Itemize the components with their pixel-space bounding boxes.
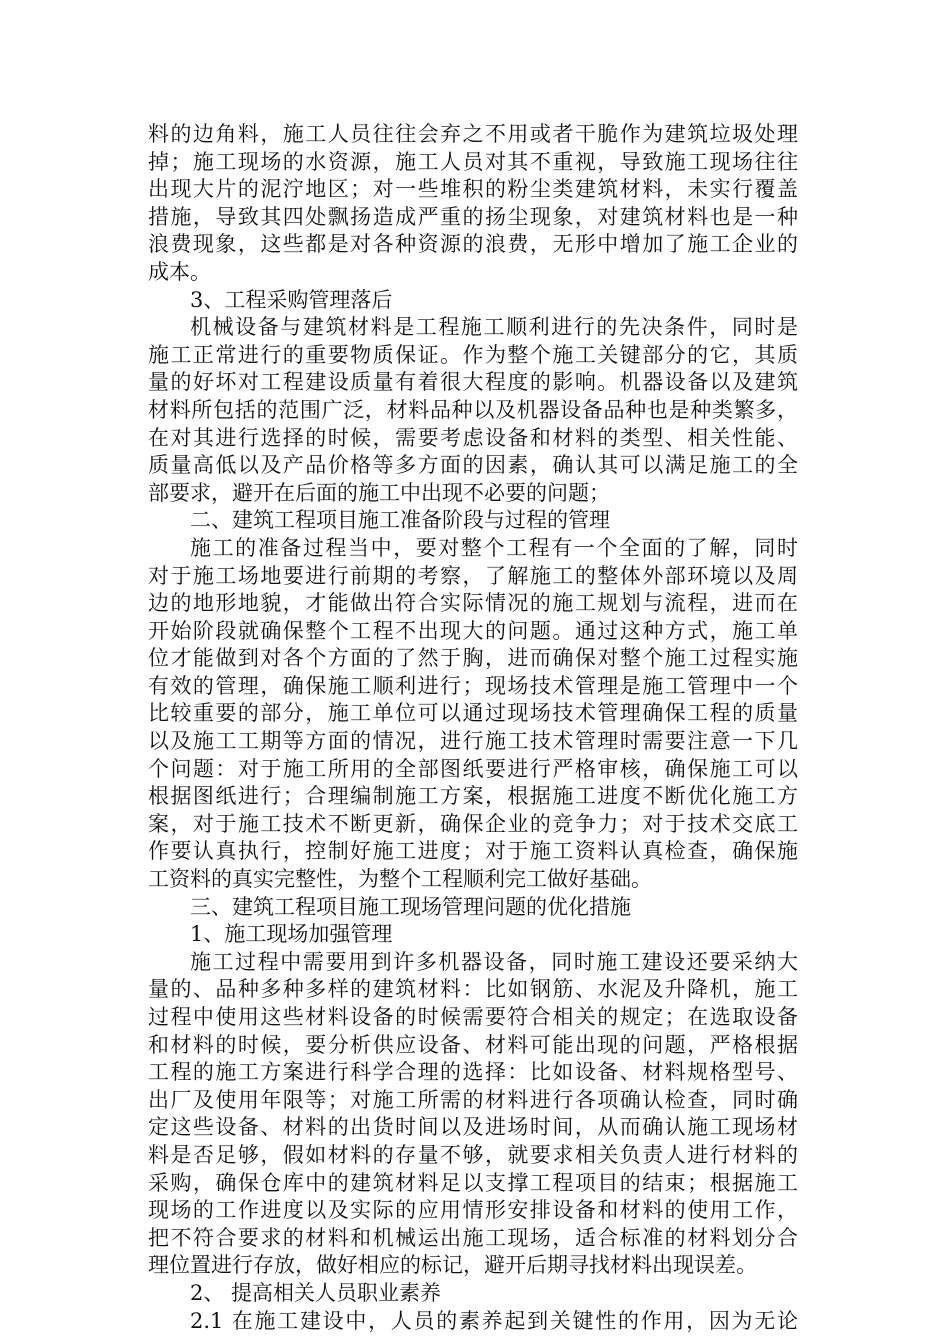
text-line: 和材料的时候，要分析供应设备、材料可能出现的问题，严格根据 <box>148 1032 798 1057</box>
text-line: 施工正常进行的重要物质保证。作为整个施工关键部分的它，其质 <box>148 342 798 367</box>
text-line: 出厂及使用年限等；对施工所需的材料进行各项确认检查，同时确 <box>148 1087 798 1112</box>
text-line: 边的地形地貌，才能做出符合实际情况的施工规划与流程，进而在 <box>148 591 798 616</box>
text-line: 施工的准备过程当中，要对整个工程有一个全面的了解，同时 <box>190 535 798 560</box>
text-line: 有效的管理，确保施工顺利进行；现场技术管理是施工管理中一个 <box>148 673 798 698</box>
text-line: 根据图纸进行；合理编制施工方案，根据施工进度不断优化施工方 <box>148 784 798 809</box>
text-line: 定这些设备、材料的出货时间以及进场时间，从而确认施工现场材 <box>148 1115 798 1140</box>
text-line: 对于施工场地要进行前期的考察，了解施工的整体外部环境以及周 <box>148 563 798 588</box>
text-line: 量的好坏对工程建设质量有着很大程度的影响。机器设备以及建筑 <box>148 370 798 395</box>
text-line: 现场的工作进度以及实际的应用情形安排设备和材料的使用工作， <box>148 1198 798 1223</box>
text-line: 个问题：对于施工所用的全部图纸要进行严格审核，确保施工可以 <box>148 756 798 781</box>
text-line: 工资料的真实完整性，为整个工程顺利完工做好基础。 <box>148 867 652 892</box>
text-line: 量的、品种多种多样的建筑材料：比如钢筋、水泥及升降机，施工 <box>148 977 798 1002</box>
text-line: 位才能做到对各个方面的了然于胸，进而确保对整个施工过程实施 <box>148 646 798 671</box>
text-line: 材料所包括的范围广泛，材料品种以及机器设备品种也是种类繁多， <box>148 397 798 422</box>
text-line: 3、工程采购管理落后 <box>190 287 393 312</box>
text-line: 施工过程中需要用到许多机器设备，同时施工建设还要采纳大 <box>190 949 798 974</box>
text-line: 理位置进行存放，做好相应的标记，避开后期寻找材料出现误差。 <box>148 1253 757 1278</box>
document-body <box>148 121 798 1335</box>
text-line: 以及施工工期等方面的情况，进行施工技术管理时需要注意一下几 <box>148 729 798 754</box>
text-line: 出现大片的泥泞地区；对一些堆积的粉尘类建筑材料，未实行覆盖 <box>148 177 798 202</box>
text-line: 掉；施工现场的水资源，施工人员对其不重视，导致施工现场往往 <box>148 149 798 174</box>
text-line: 比较重要的部分，施工单位可以通过现场技术管理确保工程的质量 <box>148 701 798 726</box>
text-line: 开始阶段就确保整个工程不出现大的问题。通过这种方式，施工单 <box>148 618 798 643</box>
text-line: 1、施工现场加强管理 <box>190 922 393 947</box>
text-line: 措施，导致其四处飘扬造成严重的扬尘现象，对建筑材料也是一种 <box>148 204 798 229</box>
text-line: 过程中使用这些材料设备的时候需要符合相关的规定；在选取设备 <box>148 1005 798 1029</box>
text-line: 二、建筑工程项目施工准备阶段与过程的管理 <box>190 508 610 533</box>
text-line: 在对其进行选择的时候，需要考虑设备和材料的类型、相关性能、 <box>148 425 798 450</box>
text-line: 工程的施工方案进行科学合理的选择：比如设备、材料规格型号、 <box>148 1060 798 1085</box>
text-line: 机械设备与建筑材料是工程施工顺利进行的先决条件，同时是 <box>190 315 798 340</box>
text-line: 三、建筑工程项目施工现场管理问题的优化措施 <box>190 894 631 919</box>
text-line: 2.1 在施工建设中，人员的素养起到关键性的作用，因为无论 <box>190 1308 798 1333</box>
text-line: 成本。 <box>148 259 211 284</box>
text-line: 采购，确保仓库中的建筑材料足以支撑工程项目的结束；根据施工 <box>148 1170 798 1195</box>
text-line: 料是否足够，假如材料的存量不够，就要求相关负责人进行材料的 <box>148 1142 798 1167</box>
text-line: 作要认真执行，控制好施工进度；对于施工资料认真检查，确保施 <box>148 839 798 864</box>
text-line: 案，对于施工技术不断更新，确保企业的竞争力；对于技术交底工 <box>148 811 798 836</box>
text-line: 2、 提高相关人员职业素养 <box>190 1280 442 1305</box>
text-line: 质量高低以及产品价格等多方面的因素，确认其可以满足施工的全 <box>148 453 798 478</box>
text-line: 把不符合要求的材料和机械运出施工现场，适合标准的材料划分合 <box>148 1225 798 1250</box>
text-line: 料的边角料，施工人员往往会弃之不用或者干脆作为建筑垃圾处理 <box>148 122 798 146</box>
text-line: 浪费现象，这些都是对各种资源的浪费，无形中增加了施工企业的 <box>148 232 798 257</box>
text-line: 部要求，避开在后面的施工中出现不必要的问题； <box>148 480 610 505</box>
